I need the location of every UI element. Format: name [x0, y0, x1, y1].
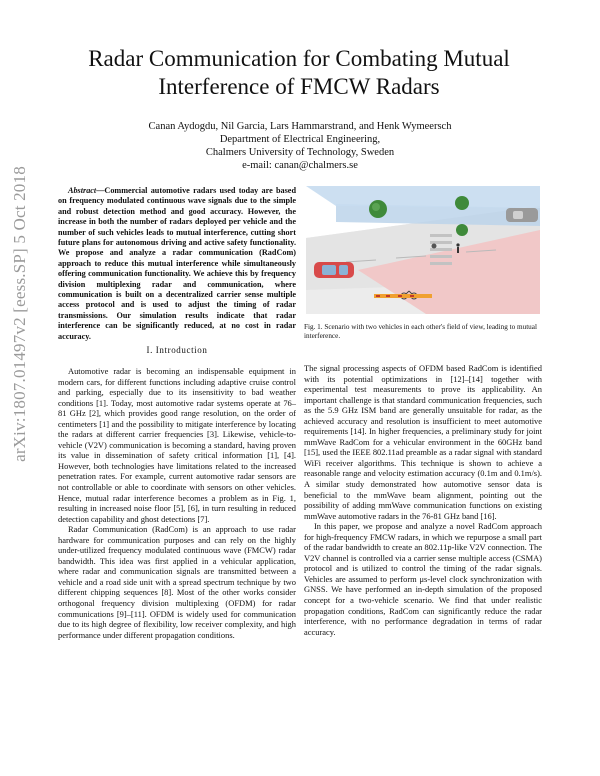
red-car-icon	[314, 262, 354, 278]
intro-paragraph-1: Automotive radar is becoming an indispensable equipment in modern cars, for different functions including adaptive cruise control and parking, especially due to its insensitivity to bad weather conditions [1]. Today, most automotive radar systems operate at 76–81 GHz [2], which provides good range resolution, on the order of centimeters [1] and the possibility to mitigate interference by locating the radars at different carrier frequencies [3]. Likewise, vehicle-to-vehicle (V2V) communication is becoming a standard, having proven its value in dissemination of safety critical information [1], [4]. However, both technologies have limitations related to the increased penetration rates. For example, current automotive radar sensors are not controllable or able to coordinate with sensors on other vehicles. Hence, mutual radar interference becomes a problem as in Fig. 1, resulting in increased noise floor [5], [6], in turn resulting in reduced detection capability and ghost detections [7].	[58, 366, 296, 524]
figure-1-caption: Fig. 1. Scenario with two vehicles in each other's field of view, leading to mutual interference.	[304, 323, 537, 341]
road-sign-band	[374, 294, 432, 298]
author-names: Canan Aydogdu, Nil Garcia, Lars Hammarstrand, and Henk Wymeersch	[148, 121, 452, 132]
grey-car-icon	[506, 208, 538, 222]
obstacle-icon	[432, 244, 437, 249]
tree-icon	[456, 224, 468, 236]
figure-1-scenario	[306, 186, 540, 314]
section-heading-introduction: I. Introduction	[146, 345, 208, 355]
author-block	[80, 120, 520, 172]
column2-paragraph-1: The signal processing aspects of OFDM based RadCom is identified with its potential optimizations in [12]–[14] together with experimental test measurements to prove its applicability. An important challenge is that standard communication frequencies, such as the 5.9 GHz ISM band are generally unsuitable for radar, as the achieved accuracy and resolution is insufficient to meet automotive requirements [14]. In higher frequencies, a preliminary study for joint mmWave RadCom for a vehicular environment in the 60GHz band [15], used the IEEE 802.11ad preamble as a radar signal with standard WiFi receiver algorithms. This technique is shown to achieve a reasonable range and velocity estimation accuracy (0.1m and 0.1m/s). A similar study demonstrated how automotive sensor data is beneficial to the mmWave beam alignment, pointing out the possibility of adding mmWave communication functions on existing mmWave automotive radars in the 76-81 GHz band [16].	[304, 363, 542, 521]
intro-paragraph-2: Radar Communication (RadCom) is an approach to use radar hardware for communication purposes and can rely on the highly under-utilized frequency modulated continuous wave (FMCW) radar bandwidth. This idea was first applied in a vehicular application, where radar and communication signals are transmitted between a vehicle and a road side unit with a spread spectrum technique by two different chipping sequences [8]. Most of the other works consider orthogonal frequency division multiplexing (OFDM) for radar communications [9]–[11]. OFDM is widely used for communication due to its high degree of flexibility, low receiver complexity, and high performance under different propagation conditions.	[58, 524, 296, 640]
abstract-label: Abstract	[68, 186, 97, 195]
abstract-text: —Commercial automotive radars used today are based on frequency modulated continuous wave signals due to the simple and robust detection method and good accuracy. However, the increase in both the number of radars deployed per vehicle and the number of such vehicles leads to mutual interference, cutting short future plans for autonomous driving and active safety functionality. We propose and analyze a radar communication (RadCom) approach to reduce this mutual interference while simultaneously offering communication functionality. We achieve this by frequency division multiplexing radar and communication, where communication is built on a decentralized carrier sense multiple access protocol and is used to adjust the timing of radar transmissions. Our simulation results indicate that radar interference can be significantly reduced, at no cost in radar accuracy.	[58, 186, 296, 341]
column2-paragraph-2: In this paper, we propose and analyze a novel RadCom approach for high-frequency FMCW radars, in which we repurpose a small part of the radar bandwidth to create an 802.11p-like V2V connection. The V2V channel is controlled via a carrier sense multiple access (CSMA) protocol and is utilized to control the timing of the radar signals. Vehicles are assumed to perform μs-level clock synchronization with GNSS. We have performed an in-depth simulation of the proposed concept for a two-vehicle scenario. We find that under realistic propagation conditions, RadCom can significantly reduce the radar interference, with no performance degradation in terms of radar accuracy.	[304, 521, 542, 637]
abstract	[58, 186, 296, 342]
right-column-body	[304, 363, 542, 637]
author-email: e-mail: canan@chalmers.se	[242, 160, 358, 171]
author-university: Chalmers University of Technology, Sweden	[205, 147, 395, 158]
author-department: Department of Electrical Engineering,	[219, 134, 381, 145]
left-column-body	[58, 366, 296, 640]
arxiv-side-stamp: arXiv:1807.01497v2 [eess.SP] 5 Oct 2018	[10, 166, 29, 462]
paper-title: Radar Communication for Combating Mutual Interference of FMCW Radars	[88, 46, 510, 99]
tree-icon	[455, 196, 469, 210]
